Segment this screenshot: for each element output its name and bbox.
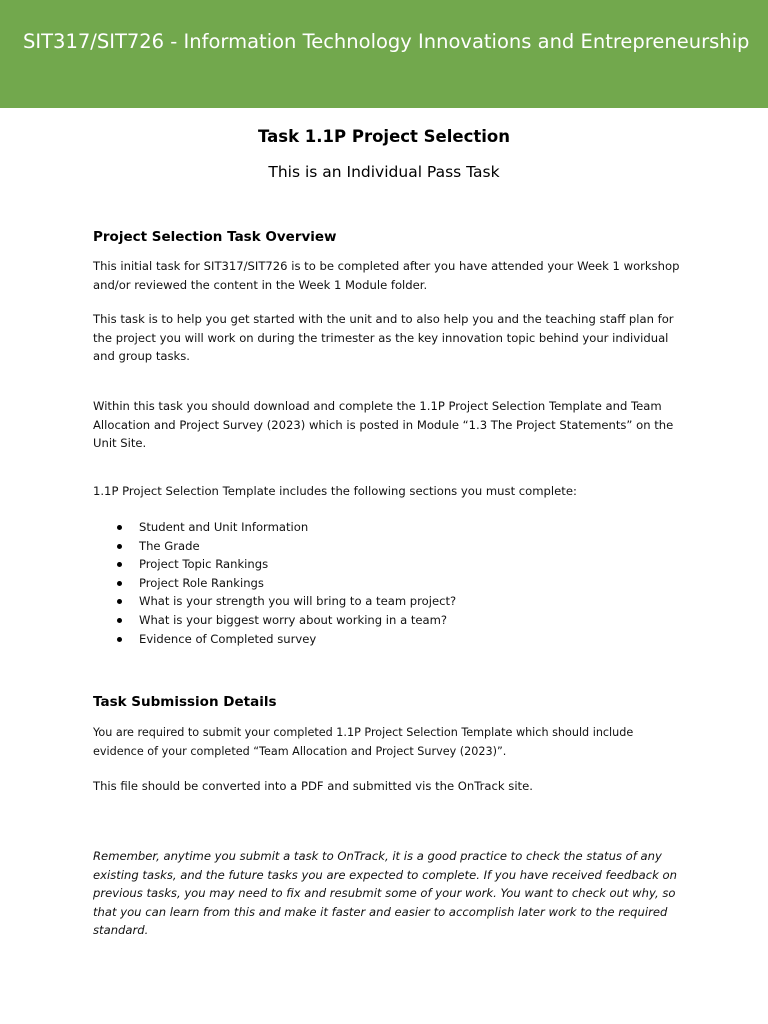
task-subtitle: This is an Individual Pass Task xyxy=(268,163,500,181)
overview-paragraph-3: Within this task you should download and complete the 1.1P Project Selection Template and Team Allocation and Project Survey (2023) which is posted in Module “1.3 The Project Statements” on the Unit Site. xyxy=(93,399,674,450)
list-item: Project Topic Rankings xyxy=(93,555,653,574)
bullet-icon xyxy=(117,525,122,530)
submission-paragraph-2: This file should be converted into a PDF and submitted vis the OnTrack site. xyxy=(93,779,533,793)
list-item: What is your biggest worry about working in a team? xyxy=(93,611,653,630)
bullet-icon xyxy=(117,599,122,604)
list-item: Evidence of Completed survey xyxy=(93,630,653,649)
bullet-icon xyxy=(117,637,122,642)
list-item: Student and Unit Information xyxy=(93,518,653,537)
task-title: Task 1.1P Project Selection xyxy=(257,127,511,146)
submission-heading: Task Submission Details xyxy=(93,694,277,710)
list-item: What is your strength you will bring to a team project? xyxy=(93,592,653,611)
bullet-icon xyxy=(117,581,122,586)
unit-title: SIT317/SIT726 - Information Technology Innovations and Entrepreneurship xyxy=(23,30,750,53)
overview-paragraph-4: 1.1P Project Selection Template includes the following sections you must complete: xyxy=(93,484,577,498)
bullet-icon xyxy=(117,618,122,623)
submission-paragraph-1: You are required to submit your completed 1.1P Project Selection Template which should include evidence of your completed “Team Allocation and Project Survey (2023)”. xyxy=(93,726,634,758)
header-band xyxy=(0,0,768,108)
overview-paragraph-1: This initial task for SIT317/SIT726 is to be completed after you have attended your Week 1 workshop and/or reviewed the content in the Week 1 Module folder. xyxy=(93,259,680,292)
reminder-paragraph: Remember, anytime you submit a task to OnTrack, it is a good practice to check the status of any existing tasks, and the future tasks you are expected to complete. If you have received feedback on previous tasks, you may need to fix and resubmit some of your work. You want to check out why, so that you can learn from this and make it faster and easier to accomplish later work to the required standard. xyxy=(93,849,677,937)
list-item: The Grade xyxy=(93,537,653,556)
overview-heading: Project Selection Task Overview xyxy=(93,229,337,245)
bullet-icon xyxy=(117,562,122,567)
bullet-icon xyxy=(117,544,122,549)
list-item: Project Role Rankings xyxy=(93,574,653,593)
overview-paragraph-2: This task is to help you get started with the unit and to also help you and the teaching staff plan for the project you will work on during the trimester as the key innovation topic behind your individual and group tasks. xyxy=(93,312,674,363)
template-sections-list xyxy=(93,518,653,648)
